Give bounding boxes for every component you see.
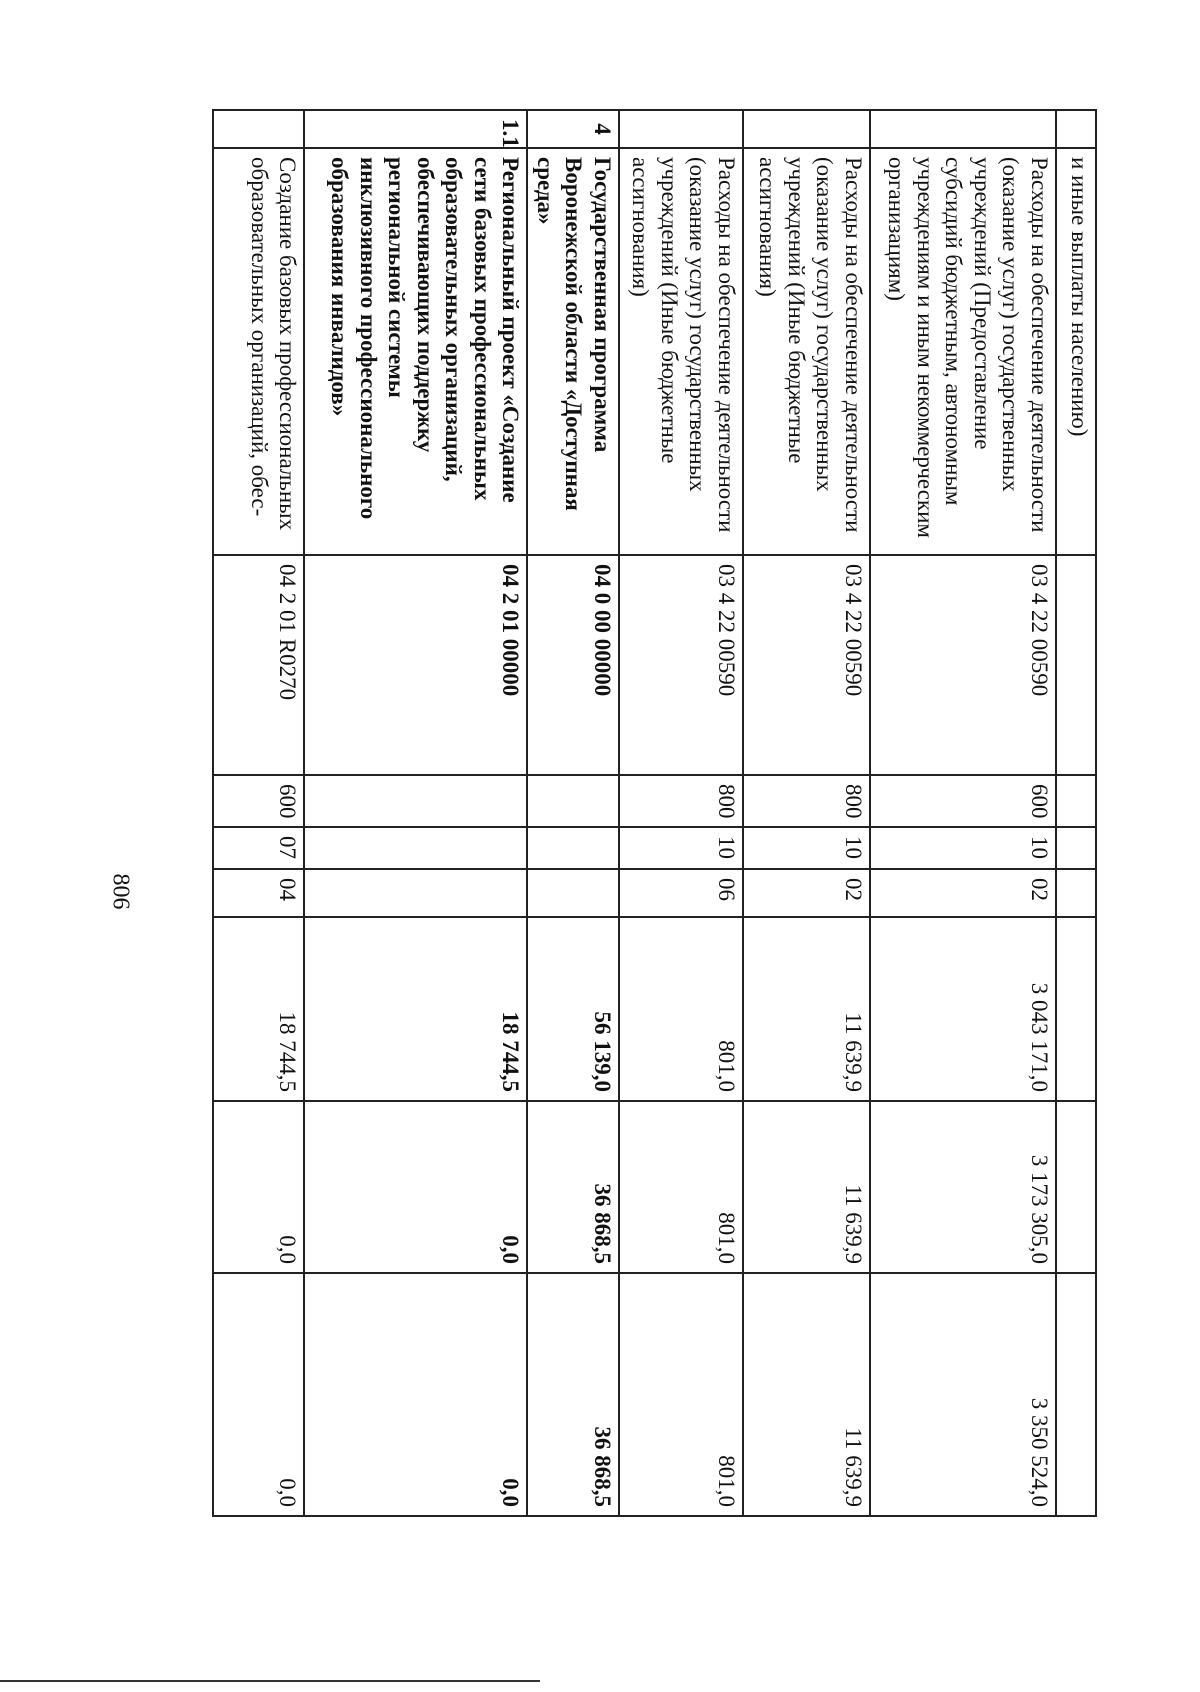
row-value-2: 3 173 305,0 [870,1101,1056,1273]
row-value-2: 36 868,5 [527,1101,619,1273]
row-value-3: 801,0 [619,1273,743,1516]
row-rz: 10 [870,827,1056,869]
row-number [213,110,304,148]
row-vr [304,775,527,827]
row-code: 03 4 22 00590 [870,555,1056,775]
row-value-2 [1056,1101,1096,1273]
row-pr: 02 [743,869,870,917]
budget-table-rotated [214,109,1097,1515]
row-name: Расходы на обеспечение деятельности (оказание услуг) государственных учреждений (Иные бюджетные ассигнования) [619,148,743,555]
row-name: Государственная программа Воронежской области «Доступная среда» [527,148,619,555]
row-value-1 [1056,917,1096,1101]
row-value-3 [1056,1273,1096,1516]
row-number [1056,110,1096,148]
row-code: 04 0 00 00000 [527,555,619,775]
row-number [870,110,1056,148]
row-pr: 04 [213,869,304,917]
row-code [1056,555,1096,775]
row-code: 03 4 22 00590 [619,555,743,775]
row-code: 04 2 01 R0270 [213,555,304,775]
row-value-3: 36 868,5 [527,1273,619,1516]
row-vr: 600 [870,775,1056,827]
table-row [527,110,619,1516]
row-value-1: 3 043 171,0 [870,917,1056,1101]
row-vr: 600 [213,775,304,827]
row-pr: 06 [619,869,743,917]
table-row [743,110,870,1516]
page-number: 806 [107,873,134,910]
row-rz [304,827,527,869]
row-value-2: 0,0 [304,1101,527,1273]
bottom-rule [0,1680,540,1682]
row-value-1: 18 744,5 [304,917,527,1101]
row-rz [1056,827,1096,869]
row-value-1: 56 139,0 [527,917,619,1101]
row-value-2: 11 639,9 [743,1101,870,1273]
table-row [213,110,304,1516]
row-value-1: 801,0 [619,917,743,1101]
row-value-1: 11 639,9 [743,917,870,1101]
table-row [304,110,527,1516]
row-name: Региональный проект «Создание сети базовых профессиональных образовательных организаций, обеспечивающих поддержку региональной системы инклюзивного профессионального образования инвалидов» [304,148,527,555]
row-value-1: 18 744,5 [213,917,304,1101]
row-vr: 800 [619,775,743,827]
row-pr [304,869,527,917]
row-rz: 10 [619,827,743,869]
row-name: Расходы на обеспечение деятельности (оказание услуг) государственных учреждений (Предоставление субсидий бюджетным, автономным учреждениям и иным некоммерческим организациям) [870,148,1056,555]
table-row [619,110,743,1516]
row-vr [1056,775,1096,827]
row-value-3: 0,0 [304,1273,527,1516]
row-name: Расходы на обеспечение деятельности (оказание услуг) государственных учреждений (Иные бюджетные ассигнования) [743,148,870,555]
row-pr [1056,869,1096,917]
row-pr: 02 [870,869,1056,917]
row-number: 1.1 [304,110,527,148]
row-number [743,110,870,148]
row-value-3: 11 639,9 [743,1273,870,1516]
row-number [619,110,743,148]
row-number: 4 [527,110,619,148]
row-pr [527,869,619,917]
row-rz [527,827,619,869]
row-vr: 800 [743,775,870,827]
row-name: и иные выплаты населению) [1056,148,1096,555]
row-rz: 07 [213,827,304,869]
row-value-2: 801,0 [619,1101,743,1273]
row-name: Создание базовых профессиональных образовательных организаций, обес- [213,148,304,555]
row-vr [527,775,619,827]
budget-table [212,109,1097,1517]
table-row [870,110,1056,1516]
row-value-3: 0,0 [213,1273,304,1516]
row-code: 03 4 22 00590 [743,555,870,775]
table-row [1056,110,1096,1516]
row-value-2: 0,0 [213,1101,304,1273]
row-value-3: 3 350 524,0 [870,1273,1056,1516]
row-code: 04 2 01 00000 [304,555,527,775]
row-rz: 10 [743,827,870,869]
